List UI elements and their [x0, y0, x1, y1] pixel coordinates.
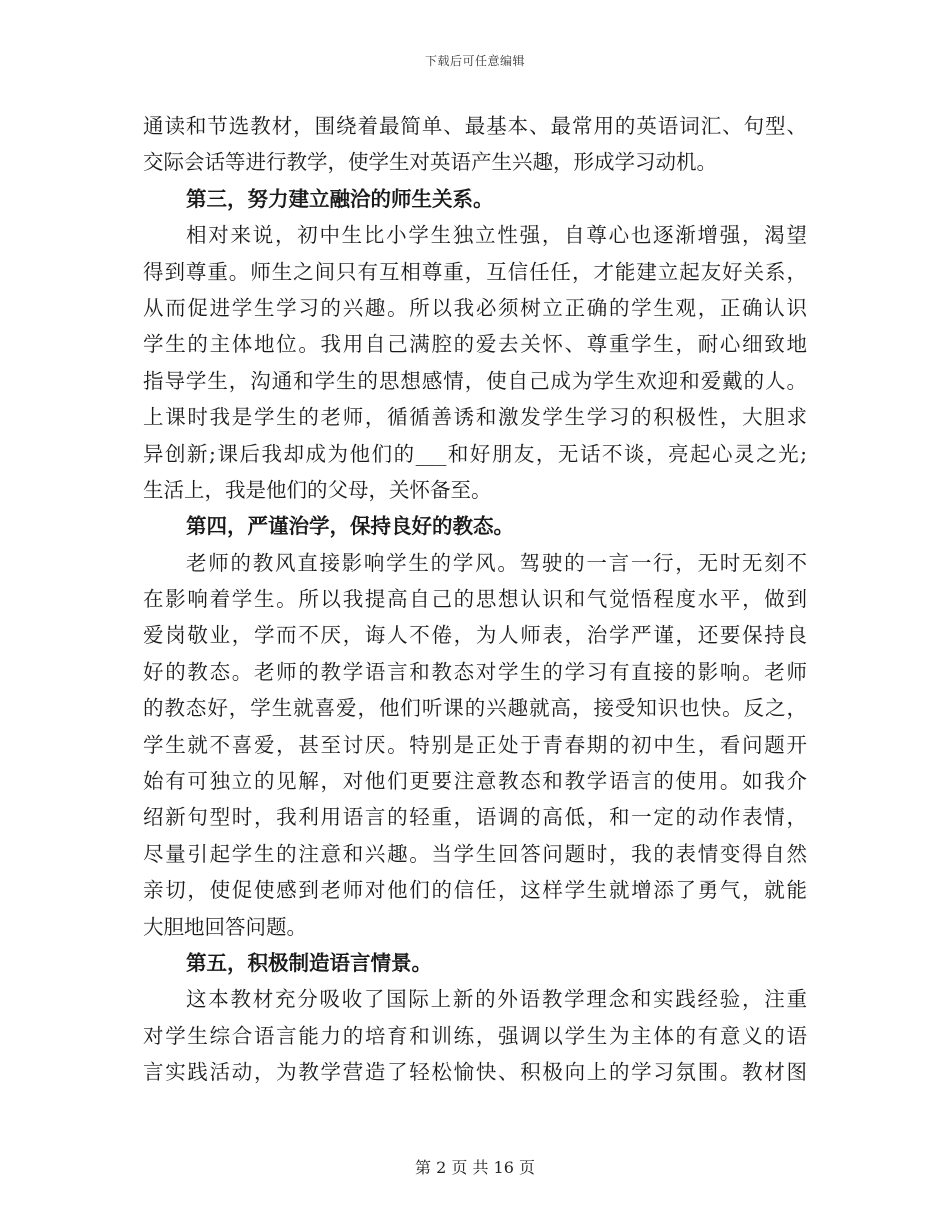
- page-number: 第 2 页 共 16 页: [415, 1158, 535, 1177]
- section-heading: 第五，积极制造语言情景。: [186, 950, 432, 975]
- body-line: 得到尊重。师生之间只有互相尊重，互信任任，才能建立起友好关系，: [143, 259, 807, 284]
- section-heading: 第四，严谨治学，保持良好的教态。: [186, 514, 514, 539]
- document-body: [143, 108, 807, 1091]
- body-line: 指导学生，沟通和学生的思想感情，使自己成为学生欢迎和爱戴的人。: [143, 368, 807, 393]
- body-line: 上课时我是学生的老师，循循善诱和激发学生学习的积极性，大胆求: [143, 405, 807, 430]
- body-line: 学生就不喜爱，甚至讨厌。特别是正处于青春期的初中生，看问题开: [143, 732, 807, 757]
- body-line: 学生的主体地位。我用自己满腔的爱去关怀、尊重学生，耐心细致地: [143, 332, 807, 357]
- body-line: 绍新句型时，我利用语言的轻重，语调的高低，和一定的动作表情，: [143, 805, 807, 830]
- body-line: 对学生综合语言能力的培育和训练，强调以学生为主体的有意义的语: [143, 1023, 807, 1048]
- paragraph-first-line: 相对来说，初中生比小学生独立性强，自尊心也逐渐增强，渴望: [186, 223, 807, 248]
- body-line: 言实践活动，为教学营造了轻松愉快、积极向上的学习氛围。教材图: [143, 1060, 807, 1085]
- body-line: 生活上，我是他们的父母，关怀备至。: [143, 477, 492, 502]
- body-line: 尽量引起学生的注意和兴趣。当学生回答问题时，我的表情变得自然: [143, 841, 807, 866]
- paragraph-first-line: 老师的教风直接影响学生的学风。驾驶的一言一行，无时无刻不: [186, 550, 807, 575]
- section-heading: 第三，努力建立融洽的师生关系。: [186, 186, 494, 211]
- body-line: 始有可独立的见解，对他们更要注意教态和教学语言的使用。如我介: [143, 769, 807, 794]
- body-line: 在影响着学生。所以我提高自己的思想认识和气觉悟程度水平，做到: [143, 587, 807, 612]
- body-line: 通读和节选教材，围绕着最简单、最基本、最常用的英语词汇、句型、: [143, 114, 807, 138]
- body-line: 好的教态。老师的教学语言和教态对学生的学习有直接的影响。老师: [143, 659, 807, 684]
- paragraph-first-line: 这本教材充分吸收了国际上新的外语教学理念和实践经验，注重: [186, 987, 807, 1012]
- body-line: 爱岗敬业，学而不厌，诲人不倦，为人师表，治学严谨，还要保持良: [143, 623, 807, 648]
- body-line: 大胆地回答问题。: [143, 914, 307, 939]
- body-line: 亲切，使促使感到老师对他们的信任，这样学生就增添了勇气，就能: [143, 878, 807, 903]
- body-line: 交际会话等进行教学，使学生对英语产生兴趣，形成学习动机。: [143, 150, 717, 175]
- body-line: 从而促进学生学习的兴趣。所以我必须树立正确的学生观，正确认识: [143, 295, 807, 320]
- body-line: 的教态好，学生就喜爱，他们听课的兴趣就高，接受知识也快。反之，: [143, 696, 807, 721]
- page-header-note: 下载后可任意编辑: [424, 54, 525, 68]
- body-line: 异创新;课后我却成为他们的___和好朋友，无话不谈，亮起心灵之光;: [143, 441, 807, 466]
